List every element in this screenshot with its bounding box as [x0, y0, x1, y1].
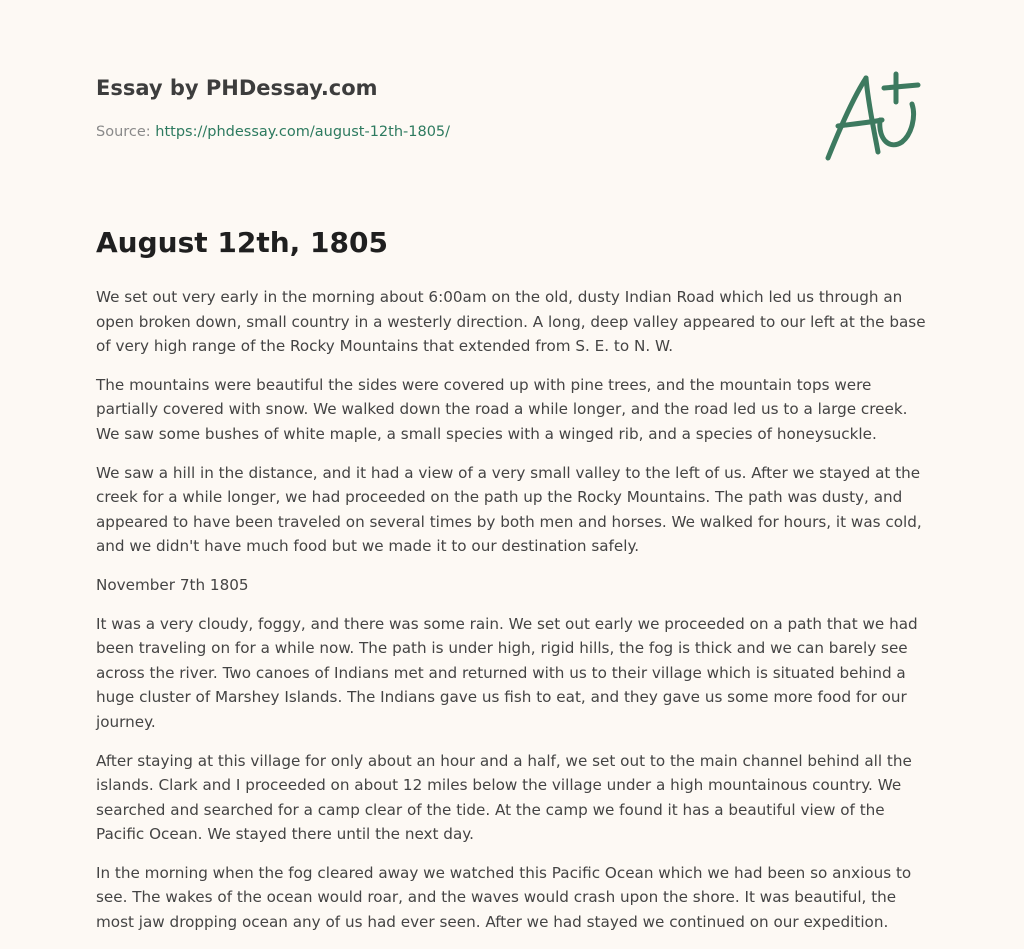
site-brand-title: Essay by PHDessay.com — [96, 76, 378, 100]
a-plus-logo-svg — [818, 68, 928, 168]
essay-paragraph: The mountains were beautiful the sides were covered up with pine trees, and the mountain tops were partially covered with snow. We walked down the road a while longer, and the road led us to a large creek. We saw some bushes of white maple, a small species with a winged rib, and a species of honeysuckle. — [96, 375, 908, 443]
essay-paragraph: We set out very early in the morning about 6:00am on the old, dusty Indian Road which led us through an open broken down, small country in a westerly direction. A long, deep valley appeared to our left at the base of very high range of the Rocky Mountains that extended from S. E. to N. W. — [96, 288, 926, 356]
essay-header — [96, 76, 928, 176]
source-label: Source: — [96, 124, 156, 140]
essay-title: August 12th, 1805 — [96, 226, 388, 259]
essay-paragraph: We saw a hill in the distance, and it had a view of a very small valley to the left of us. After we stayed at the creek for a while longer, we had proceeded on the path up the Rocky Mountains. The path was dusty, and appeared to have been traveled on several times by both men and horses. We walked for hours, it was cold, and we didn't have much food but we made it to our destination safely. — [96, 463, 922, 556]
essay-date-heading: November 7th 1805 — [96, 575, 249, 594]
a-plus-logo — [818, 68, 928, 168]
source-link[interactable]: https://phdessay.com/august-12th-1805/ — [155, 124, 451, 140]
source-line — [96, 124, 450, 140]
essay-body — [96, 285, 932, 949]
essay-paragraph: It was a very cloudy, foggy, and there was some rain. We set out early we proceeded on a path that we had been traveling on for a while now. The path is under high, rigid hills, the fog is thick and we can barely see across the river. Two canoes of Indians met and returned with us to their village which is situated behind a huge cluster of Marshey Islands. The Indians gave us fish to eat, and they gave us some more food for our journey. — [96, 614, 918, 731]
essay-paragraph: After staying at this village for only about an hour and a half, we set out to the main channel behind all the islands. Clark and I proceeded on about 12 miles below the village under a high mountainous country. We searched and searched for a camp clear of the tide. At the camp we found it has a beautiful view of the Pacific Ocean. We stayed there until the next day. — [96, 751, 912, 844]
essay-paragraph: In the morning when the fog cleared away we watched this Pacific Ocean which we had been so anxious to see. The wakes of the ocean would roar, and the waves would crash upon the shore. It was beautiful, the most jaw dropping ocean any of us had ever seen. After we had stayed we continued on our expedition. — [96, 863, 912, 932]
